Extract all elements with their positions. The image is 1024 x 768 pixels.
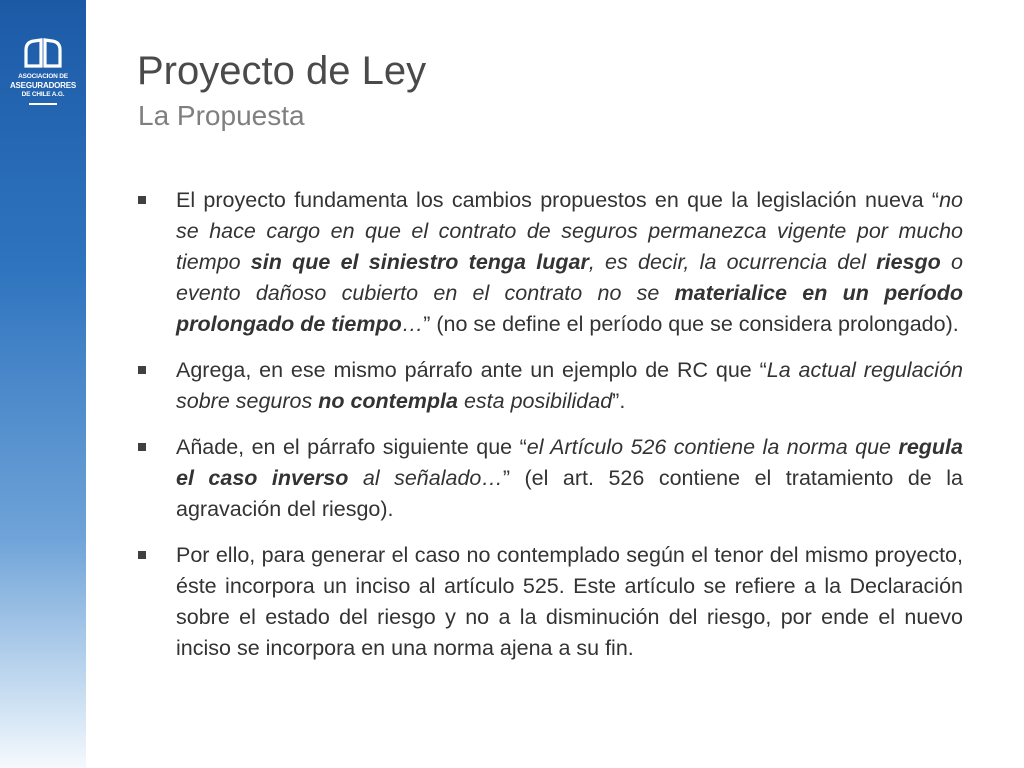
square-bullet-icon bbox=[138, 366, 146, 374]
text-run-bold-italic: sin que el siniestro tenga lugar bbox=[250, 250, 589, 274]
bullet-item bbox=[137, 432, 963, 525]
logo-underline bbox=[29, 103, 57, 105]
bullet-item bbox=[137, 540, 963, 664]
sidebar-band bbox=[0, 0, 86, 768]
text-run-bold-italic: riesgo bbox=[876, 250, 941, 274]
text-run-italic: no se hace cargo en que el contrato de seguros permanezca vigente por mucho tiempo bbox=[176, 188, 963, 274]
text-run-italic: … bbox=[401, 312, 424, 336]
logo-text-line2: ASEGURADORES bbox=[9, 81, 77, 90]
text-run-bold-italic: no contempla bbox=[318, 389, 458, 413]
logo-mark-icon bbox=[20, 38, 66, 68]
text-run: Por ello, para generar el caso no contemplado según el tenor del mismo proyecto, éste incorpora un inciso al artículo 525. Este artículo se refiere a la Declaración sobre el estado del riesgo y no a la disminución del riesgo, por ende el nuevo inciso se incorpora en una norma ajena a su fin. bbox=[176, 543, 963, 660]
text-run-italic: esta posibilidad bbox=[457, 389, 613, 413]
text-run: ” (el art. 526 contiene el tratamiento de la agravación del riesgo). bbox=[176, 466, 963, 521]
bullet-list bbox=[137, 185, 963, 679]
square-bullet-icon bbox=[138, 443, 146, 451]
text-run-italic: al señalado… bbox=[348, 466, 503, 490]
association-logo bbox=[6, 38, 80, 105]
text-run-bold-italic: materialice en un período prolongado de tiempo bbox=[176, 281, 963, 336]
text-run-italic: o evento dañoso cubierto en el contrato no se bbox=[176, 250, 963, 305]
bullet-item bbox=[137, 355, 963, 417]
square-bullet-icon bbox=[138, 196, 146, 204]
slide-subtitle: La Propuesta bbox=[138, 100, 305, 131]
text-run: ”. bbox=[612, 389, 626, 413]
text-run: El proyecto fundamenta los cambios propuestos en que la legislación nueva “ bbox=[176, 188, 940, 212]
text-run: ” (no se define el período que se considera prolongado). bbox=[423, 312, 959, 336]
square-bullet-icon bbox=[138, 551, 146, 559]
text-run-bold-italic: regula el caso inverso bbox=[176, 435, 963, 490]
text-run: Agrega, en ese mismo párrafo ante un ejemplo de RC que “ bbox=[176, 358, 767, 382]
text-run-italic: , es decir, la ocurrencia del bbox=[588, 250, 877, 274]
logo-text-line3: DE CHILE A.G. bbox=[21, 91, 65, 98]
text-run: Añade, en el párrafo siguiente que “ bbox=[176, 435, 527, 459]
text-run-italic: el Artículo 526 contiene la norma que bbox=[526, 435, 899, 459]
bullet-item bbox=[137, 185, 963, 340]
logo-text-line1: ASOCIACION DE bbox=[18, 73, 68, 80]
slide-title: Proyecto de Ley bbox=[137, 49, 427, 93]
text-run-italic: La actual regulación sobre seguros bbox=[176, 358, 963, 413]
